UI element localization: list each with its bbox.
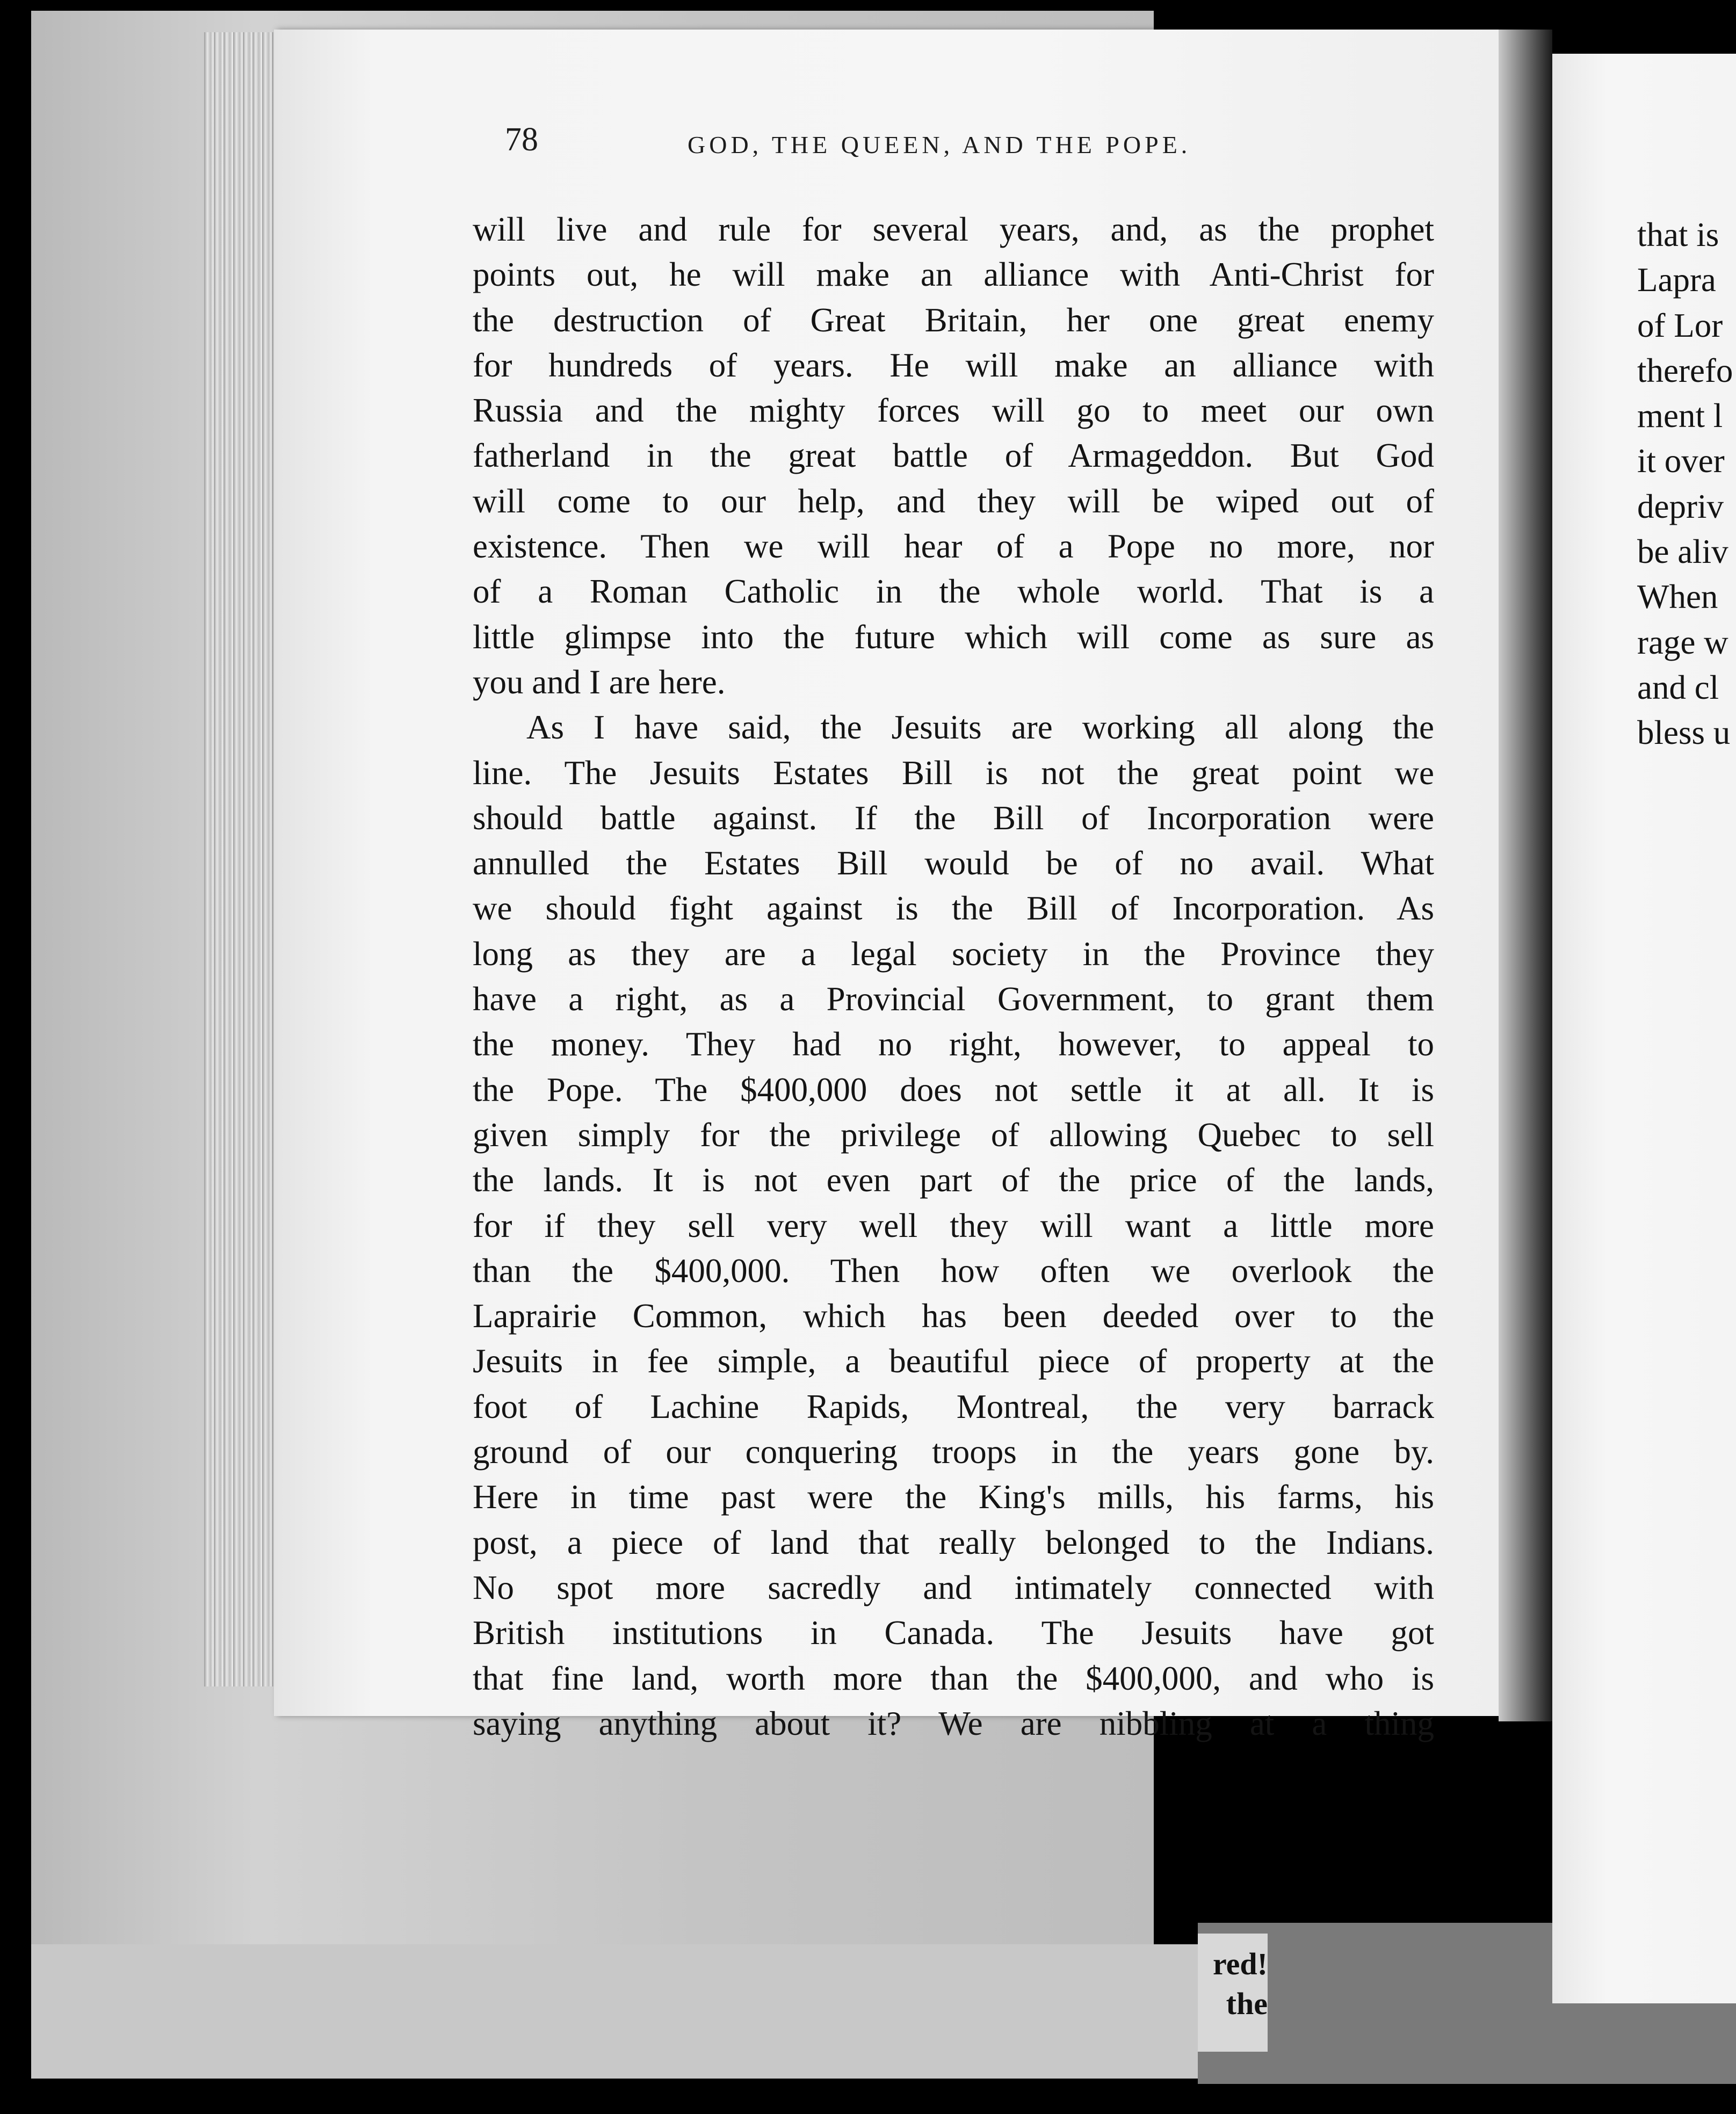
text-line: for if they sell very well they will want a little more <box>473 1206 1434 1244</box>
text-line: the destruction of Great Britain, her one great enemy <box>473 301 1434 339</box>
text-line: the Pope. The $400,000 does not settle it at all. It is <box>473 1070 1434 1109</box>
text-line: line. The Jesuits Estates Bill is not the great point we <box>473 754 1434 792</box>
body-text <box>473 207 1434 1746</box>
right-page-fragment: be aliv <box>1637 533 1728 571</box>
text-line: saying anything about it? We are nibbling at a thing <box>473 1704 1434 1742</box>
right-page-fragment: that is <box>1637 216 1719 254</box>
text-line: should battle against. If the Bill of Incorporation were <box>473 799 1434 837</box>
right-page-fragment: and cl <box>1637 668 1719 706</box>
text-line: foot of Lachine Rapids, Montreal, the very barrack <box>473 1387 1434 1425</box>
right-page-text <box>1637 212 1736 756</box>
text-line: will live and rule for several years, and, as the prophet <box>473 211 1434 248</box>
text-line: the lands. It is not even part of the price of the lands, <box>473 1161 1434 1199</box>
text-line: annulled the Estates Bill would be of no avail. What <box>473 844 1434 882</box>
right-page-fragment: bless u <box>1637 714 1731 752</box>
text-line: ground of our conquering troops in the years gone by. <box>473 1433 1434 1471</box>
right-page-fragment: therefo <box>1637 351 1733 389</box>
text-line: the money. They had no right, however, to appeal to <box>473 1025 1434 1063</box>
text-line: little glimpse into the future which will come as sure as <box>473 618 1434 656</box>
text-line: Here in time past were the King's mills, his farms, his <box>473 1478 1434 1516</box>
bottom-fragment: the <box>1226 1986 1268 2021</box>
text-line: existence. Then we will hear of a Pope no more, nor <box>473 527 1434 566</box>
running-title: GOD, THE QUEEN, AND THE POPE. <box>688 131 1191 158</box>
right-page-fragment: rage w <box>1637 623 1728 661</box>
text-line: you and I are here. <box>473 663 726 701</box>
right-page-fragment: ment l <box>1637 397 1723 435</box>
underlying-paper-text <box>1209 1944 1268 2024</box>
text-line: Russia and the mighty forces will go to meet our own <box>473 392 1434 430</box>
text-line: will come to our help, and they will be wiped out of <box>473 482 1434 520</box>
text-line: long as they are a legal society in the Province they <box>473 935 1434 973</box>
gutter-shadow <box>1499 30 1552 1721</box>
bottom-fragment: red! <box>1212 1946 1268 1981</box>
page-number: 78 <box>505 121 538 158</box>
text-line: than the $400,000. Then how often we overlook the <box>473 1251 1434 1290</box>
text-line: that fine land, worth more than the $400,000, and who is <box>473 1659 1434 1697</box>
text-line: points out, he will make an alliance with Anti-Christ for <box>473 256 1434 294</box>
right-page-fragment: depriv <box>1637 487 1724 525</box>
right-page-fragment: Lapra <box>1637 261 1716 299</box>
text-line: British institutions in Canada. The Jesuits have got <box>473 1614 1434 1652</box>
text-line: for hundreds of years. He will make an alliance with <box>473 346 1434 384</box>
text-line: Laprairie Common, which has been deeded over to the <box>473 1297 1434 1335</box>
right-page-fragment: it over <box>1637 442 1725 480</box>
right-page-fragment: When <box>1637 578 1718 616</box>
text-line: As I have said, the Jesuits are working all along the <box>526 708 1434 747</box>
text-line: No spot more sacredly and intimately connected with <box>473 1568 1434 1606</box>
text-line: given simply for the privilege of allowing Quebec to sell <box>473 1116 1434 1154</box>
text-line: of a Roman Catholic in the whole world. That is a <box>473 573 1434 611</box>
cover-board-bottom <box>31 1944 1202 2079</box>
text-line: have a right, as a Provincial Government, to grant them <box>473 980 1434 1018</box>
running-head <box>505 121 1499 169</box>
text-line: we should fight against is the Bill of Incorporation. As <box>473 889 1434 928</box>
text-line: fatherland in the great battle of Armageddon. But God <box>473 437 1434 475</box>
text-line: Jesuits in fee simple, a beautiful piece of property at the <box>473 1342 1434 1380</box>
text-line: post, a piece of land that really belonged to the Indians. <box>473 1523 1434 1561</box>
right-page-fragment: of Lor <box>1637 306 1723 344</box>
